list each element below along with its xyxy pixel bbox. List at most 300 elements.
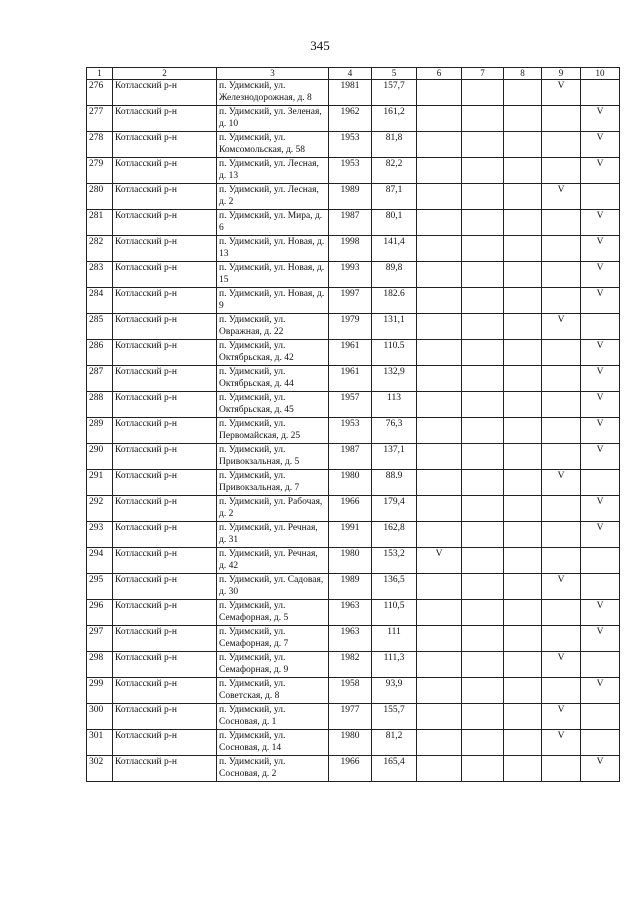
area-cell: 93,9	[372, 678, 417, 704]
district-cell: Котласский р-н	[113, 756, 217, 782]
mark-cell-10: V	[581, 210, 620, 236]
area-cell: 162,8	[372, 522, 417, 548]
district-cell: Котласский р-н	[113, 288, 217, 314]
year-cell: 1997	[329, 288, 372, 314]
mark-cell-7	[462, 730, 504, 756]
table-row	[87, 444, 620, 470]
mark-cell-9	[542, 366, 581, 392]
mark-cell-7	[462, 366, 504, 392]
area-cell: 155,7	[372, 704, 417, 730]
mark-cell-6	[417, 80, 462, 106]
mark-cell-10: V	[581, 522, 620, 548]
address-cell: п. Удимский, ул. Привокзальная, д. 5	[217, 444, 329, 470]
row-number: 293	[87, 522, 113, 548]
district-cell: Котласский р-н	[113, 158, 217, 184]
table-row	[87, 652, 620, 678]
mark-cell-8	[504, 80, 542, 106]
mark-cell-10	[581, 574, 620, 600]
row-number: 286	[87, 340, 113, 366]
district-cell: Котласский р-н	[113, 106, 217, 132]
address-cell: п. Удимский, ул. Садовая, д. 30	[217, 574, 329, 600]
mark-cell-6	[417, 340, 462, 366]
district-cell: Котласский р-н	[113, 80, 217, 106]
row-number: 291	[87, 470, 113, 496]
mark-cell-8	[504, 262, 542, 288]
district-cell: Котласский р-н	[113, 210, 217, 236]
column-header: 5	[372, 68, 417, 80]
district-cell: Котласский р-н	[113, 366, 217, 392]
mark-cell-10	[581, 184, 620, 210]
year-cell: 1979	[329, 314, 372, 340]
mark-cell-7	[462, 496, 504, 522]
row-number: 296	[87, 600, 113, 626]
address-cell: п. Удимский, ул. Новая, д. 13	[217, 236, 329, 262]
address-cell: п. Удимский, ул. Комсомольская, д. 58	[217, 132, 329, 158]
mark-cell-6	[417, 470, 462, 496]
table-row	[87, 600, 620, 626]
mark-cell-9: V	[542, 470, 581, 496]
district-cell: Котласский р-н	[113, 262, 217, 288]
column-header: 6	[417, 68, 462, 80]
mark-cell-9	[542, 288, 581, 314]
mark-cell-6	[417, 236, 462, 262]
mark-cell-10: V	[581, 132, 620, 158]
mark-cell-8	[504, 210, 542, 236]
area-cell: 131,1	[372, 314, 417, 340]
mark-cell-6: V	[417, 548, 462, 574]
housing-registry-table	[86, 67, 620, 782]
mark-cell-7	[462, 600, 504, 626]
table-row	[87, 340, 620, 366]
mark-cell-9: V	[542, 730, 581, 756]
mark-cell-9	[542, 132, 581, 158]
mark-cell-7	[462, 652, 504, 678]
mark-cell-8	[504, 106, 542, 132]
mark-cell-8	[504, 132, 542, 158]
mark-cell-8	[504, 652, 542, 678]
table-row	[87, 574, 620, 600]
district-cell: Котласский р-н	[113, 496, 217, 522]
mark-cell-6	[417, 600, 462, 626]
area-cell: 161,2	[372, 106, 417, 132]
address-cell: п. Удимский, ул. Первомайская, д. 25	[217, 418, 329, 444]
year-cell: 1989	[329, 184, 372, 210]
address-cell: п. Удимский, ул. Новая, д. 15	[217, 262, 329, 288]
mark-cell-7	[462, 626, 504, 652]
district-cell: Котласский р-н	[113, 522, 217, 548]
row-number: 302	[87, 756, 113, 782]
mark-cell-8	[504, 626, 542, 652]
district-cell: Котласский р-н	[113, 574, 217, 600]
year-cell: 1989	[329, 574, 372, 600]
mark-cell-7	[462, 210, 504, 236]
year-cell: 1993	[329, 262, 372, 288]
column-header: 8	[504, 68, 542, 80]
table-row	[87, 262, 620, 288]
mark-cell-10: V	[581, 392, 620, 418]
row-number: 294	[87, 548, 113, 574]
address-cell: п. Удимский, ул. Рабочая, д. 2	[217, 496, 329, 522]
year-cell: 1963	[329, 626, 372, 652]
year-cell: 1987	[329, 444, 372, 470]
mark-cell-8	[504, 340, 542, 366]
row-number: 281	[87, 210, 113, 236]
district-cell: Котласский р-н	[113, 236, 217, 262]
mark-cell-7	[462, 132, 504, 158]
table-row	[87, 678, 620, 704]
district-cell: Котласский р-н	[113, 392, 217, 418]
mark-cell-6	[417, 366, 462, 392]
row-number: 289	[87, 418, 113, 444]
column-header: 4	[329, 68, 372, 80]
row-number: 301	[87, 730, 113, 756]
row-number: 299	[87, 678, 113, 704]
mark-cell-7	[462, 80, 504, 106]
address-cell: п. Удимский, ул. Октябрьская, д. 45	[217, 392, 329, 418]
mark-cell-6	[417, 704, 462, 730]
district-cell: Котласский р-н	[113, 470, 217, 496]
mark-cell-10	[581, 652, 620, 678]
district-cell: Котласский р-н	[113, 132, 217, 158]
mark-cell-9: V	[542, 574, 581, 600]
mark-cell-8	[504, 470, 542, 496]
mark-cell-7	[462, 340, 504, 366]
table-row	[87, 730, 620, 756]
year-cell: 1980	[329, 548, 372, 574]
column-header: 2	[113, 68, 217, 80]
row-number: 297	[87, 626, 113, 652]
row-number: 277	[87, 106, 113, 132]
mark-cell-10: V	[581, 106, 620, 132]
district-cell: Котласский р-н	[113, 626, 217, 652]
row-number: 284	[87, 288, 113, 314]
mark-cell-9	[542, 236, 581, 262]
year-cell: 1953	[329, 132, 372, 158]
mark-cell-8	[504, 548, 542, 574]
mark-cell-9	[542, 262, 581, 288]
mark-cell-9	[542, 210, 581, 236]
address-cell: п. Удимский, ул. Привокзальная, д. 7	[217, 470, 329, 496]
mark-cell-10	[581, 470, 620, 496]
area-cell: 111,3	[372, 652, 417, 678]
mark-cell-6	[417, 418, 462, 444]
district-cell: Котласский р-н	[113, 340, 217, 366]
address-cell: п. Удимский, ул. Зеленая, д. 10	[217, 106, 329, 132]
year-cell: 1981	[329, 80, 372, 106]
mark-cell-6	[417, 210, 462, 236]
mark-cell-8	[504, 730, 542, 756]
year-cell: 1961	[329, 366, 372, 392]
mark-cell-6	[417, 730, 462, 756]
table-row	[87, 366, 620, 392]
column-header: 3	[217, 68, 329, 80]
year-cell: 1962	[329, 106, 372, 132]
mark-cell-6	[417, 574, 462, 600]
mark-cell-8	[504, 158, 542, 184]
table-row	[87, 288, 620, 314]
mark-cell-10	[581, 314, 620, 340]
table-row	[87, 106, 620, 132]
mark-cell-7	[462, 392, 504, 418]
mark-cell-8	[504, 392, 542, 418]
area-cell: 88.9	[372, 470, 417, 496]
address-cell: п. Удимский, ул. Мира, д. 6	[217, 210, 329, 236]
mark-cell-8	[504, 600, 542, 626]
table-row	[87, 132, 620, 158]
mark-cell-6	[417, 522, 462, 548]
mark-cell-7	[462, 678, 504, 704]
table-row	[87, 418, 620, 444]
area-cell: 141,4	[372, 236, 417, 262]
column-header: 1	[87, 68, 113, 80]
mark-cell-10: V	[581, 340, 620, 366]
table-row	[87, 704, 620, 730]
mark-cell-9	[542, 600, 581, 626]
area-cell: 182.6	[372, 288, 417, 314]
mark-cell-8	[504, 236, 542, 262]
row-number: 292	[87, 496, 113, 522]
address-cell: п. Удимский, ул. Семафорная, д. 9	[217, 652, 329, 678]
table-row	[87, 548, 620, 574]
district-cell: Котласский р-н	[113, 704, 217, 730]
table-row	[87, 314, 620, 340]
address-cell: п. Удимский, ул. Лесная, д. 2	[217, 184, 329, 210]
mark-cell-10: V	[581, 158, 620, 184]
year-cell: 1958	[329, 678, 372, 704]
mark-cell-10: V	[581, 236, 620, 262]
address-cell: п. Удимский, ул. Сосновая, д. 2	[217, 756, 329, 782]
year-cell: 1980	[329, 730, 372, 756]
mark-cell-10	[581, 80, 620, 106]
mark-cell-9: V	[542, 184, 581, 210]
address-cell: п. Удимский, ул. Сосновая, д. 1	[217, 704, 329, 730]
mark-cell-10: V	[581, 366, 620, 392]
mark-cell-6	[417, 756, 462, 782]
column-header-row	[87, 68, 620, 80]
table-row	[87, 236, 620, 262]
district-cell: Котласский р-н	[113, 678, 217, 704]
area-cell: 132,9	[372, 366, 417, 392]
table-row	[87, 522, 620, 548]
mark-cell-7	[462, 262, 504, 288]
mark-cell-7	[462, 106, 504, 132]
table-row	[87, 470, 620, 496]
area-cell: 137,1	[372, 444, 417, 470]
row-number: 282	[87, 236, 113, 262]
row-number: 283	[87, 262, 113, 288]
mark-cell-10: V	[581, 626, 620, 652]
mark-cell-10: V	[581, 288, 620, 314]
table-row	[87, 184, 620, 210]
row-number: 290	[87, 444, 113, 470]
mark-cell-9	[542, 158, 581, 184]
mark-cell-10: V	[581, 678, 620, 704]
area-cell: 136,5	[372, 574, 417, 600]
mark-cell-10: V	[581, 444, 620, 470]
mark-cell-9	[542, 626, 581, 652]
area-cell: 165,4	[372, 756, 417, 782]
mark-cell-6	[417, 652, 462, 678]
mark-cell-7	[462, 236, 504, 262]
mark-cell-7	[462, 314, 504, 340]
mark-cell-8	[504, 496, 542, 522]
mark-cell-7	[462, 444, 504, 470]
area-cell: 111	[372, 626, 417, 652]
address-cell: п. Удимский, ул. Речная, д. 31	[217, 522, 329, 548]
row-number: 280	[87, 184, 113, 210]
mark-cell-8	[504, 314, 542, 340]
mark-cell-8	[504, 366, 542, 392]
year-cell: 1966	[329, 496, 372, 522]
mark-cell-7	[462, 522, 504, 548]
mark-cell-10: V	[581, 496, 620, 522]
year-cell: 1977	[329, 704, 372, 730]
area-cell: 157,7	[372, 80, 417, 106]
district-cell: Котласский р-н	[113, 652, 217, 678]
mark-cell-8	[504, 184, 542, 210]
mark-cell-9	[542, 392, 581, 418]
mark-cell-6	[417, 158, 462, 184]
year-cell: 1961	[329, 340, 372, 366]
mark-cell-10: V	[581, 600, 620, 626]
year-cell: 1980	[329, 470, 372, 496]
mark-cell-7	[462, 470, 504, 496]
mark-cell-10	[581, 730, 620, 756]
row-number: 279	[87, 158, 113, 184]
table-row	[87, 210, 620, 236]
area-cell: 113	[372, 392, 417, 418]
address-cell: п. Удимский, ул. Железнодорожная, д. 8	[217, 80, 329, 106]
mark-cell-10	[581, 548, 620, 574]
column-header: 7	[462, 68, 504, 80]
mark-cell-6	[417, 444, 462, 470]
mark-cell-10	[581, 704, 620, 730]
area-cell: 110,5	[372, 600, 417, 626]
mark-cell-6	[417, 106, 462, 132]
row-number: 295	[87, 574, 113, 600]
address-cell: п. Удимский, ул. Октябрьская, д. 42	[217, 340, 329, 366]
address-cell: п. Удимский, ул. Сосновая, д. 14	[217, 730, 329, 756]
mark-cell-6	[417, 626, 462, 652]
address-cell: п. Удимский, ул. Семафорная, д. 5	[217, 600, 329, 626]
mark-cell-9	[542, 340, 581, 366]
mark-cell-6	[417, 314, 462, 340]
year-cell: 1998	[329, 236, 372, 262]
mark-cell-9: V	[542, 652, 581, 678]
year-cell: 1957	[329, 392, 372, 418]
address-cell: п. Удимский, ул. Лесная, д. 13	[217, 158, 329, 184]
row-number: 298	[87, 652, 113, 678]
mark-cell-10: V	[581, 756, 620, 782]
year-cell: 1987	[329, 210, 372, 236]
address-cell: п. Удимский, ул. Семафорная, д. 7	[217, 626, 329, 652]
mark-cell-9	[542, 548, 581, 574]
address-cell: п. Удимский, ул. Советская, д. 8	[217, 678, 329, 704]
district-cell: Котласский р-н	[113, 418, 217, 444]
row-number: 278	[87, 132, 113, 158]
mark-cell-9: V	[542, 80, 581, 106]
table-row	[87, 80, 620, 106]
address-cell: п. Удимский, ул. Речная, д. 42	[217, 548, 329, 574]
year-cell: 1963	[329, 600, 372, 626]
mark-cell-8	[504, 418, 542, 444]
mark-cell-10: V	[581, 262, 620, 288]
mark-cell-9	[542, 678, 581, 704]
district-cell: Котласский р-н	[113, 730, 217, 756]
mark-cell-10: V	[581, 418, 620, 444]
year-cell: 1953	[329, 158, 372, 184]
mark-cell-8	[504, 574, 542, 600]
mark-cell-8	[504, 678, 542, 704]
area-cell: 81,8	[372, 132, 417, 158]
district-cell: Котласский р-н	[113, 184, 217, 210]
table-row	[87, 392, 620, 418]
row-number: 276	[87, 80, 113, 106]
mark-cell-9	[542, 522, 581, 548]
mark-cell-8	[504, 522, 542, 548]
column-header: 9	[542, 68, 581, 80]
address-cell: п. Удимский, ул. Овражная, д. 22	[217, 314, 329, 340]
mark-cell-8	[504, 704, 542, 730]
column-header: 10	[581, 68, 620, 80]
mark-cell-9	[542, 418, 581, 444]
row-number: 287	[87, 366, 113, 392]
mark-cell-7	[462, 574, 504, 600]
area-cell: 89,8	[372, 262, 417, 288]
mark-cell-6	[417, 496, 462, 522]
mark-cell-9: V	[542, 314, 581, 340]
district-cell: Котласский р-н	[113, 600, 217, 626]
mark-cell-9	[542, 106, 581, 132]
row-number: 285	[87, 314, 113, 340]
table-body	[87, 80, 620, 782]
mark-cell-9	[542, 444, 581, 470]
mark-cell-8	[504, 288, 542, 314]
area-cell: 179,4	[372, 496, 417, 522]
mark-cell-6	[417, 392, 462, 418]
mark-cell-6	[417, 288, 462, 314]
row-number: 288	[87, 392, 113, 418]
mark-cell-9	[542, 496, 581, 522]
mark-cell-6	[417, 132, 462, 158]
area-cell: 82,2	[372, 158, 417, 184]
mark-cell-7	[462, 288, 504, 314]
table-row	[87, 756, 620, 782]
table-row	[87, 158, 620, 184]
mark-cell-6	[417, 184, 462, 210]
mark-cell-7	[462, 548, 504, 574]
district-cell: Котласский р-н	[113, 314, 217, 340]
mark-cell-9	[542, 756, 581, 782]
table-row	[87, 626, 620, 652]
mark-cell-7	[462, 704, 504, 730]
district-cell: Котласский р-н	[113, 444, 217, 470]
mark-cell-7	[462, 158, 504, 184]
mark-cell-7	[462, 184, 504, 210]
mark-cell-7	[462, 756, 504, 782]
year-cell: 1966	[329, 756, 372, 782]
mark-cell-7	[462, 418, 504, 444]
mark-cell-9: V	[542, 704, 581, 730]
mark-cell-8	[504, 756, 542, 782]
table-row	[87, 496, 620, 522]
year-cell: 1991	[329, 522, 372, 548]
mark-cell-8	[504, 444, 542, 470]
year-cell: 1953	[329, 418, 372, 444]
area-cell: 110.5	[372, 340, 417, 366]
mark-cell-6	[417, 262, 462, 288]
row-number: 300	[87, 704, 113, 730]
